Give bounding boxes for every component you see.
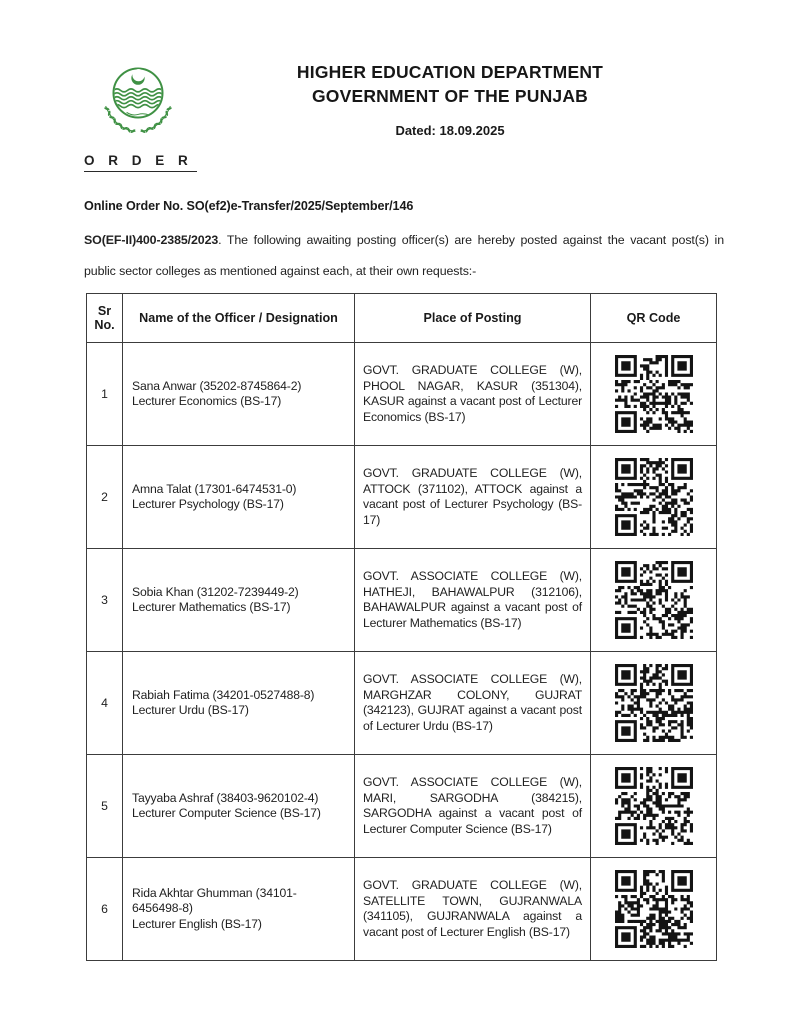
qr-cell — [591, 343, 717, 446]
table-row — [87, 446, 717, 549]
qr-code-image — [615, 561, 693, 639]
officer-name: Rabiah Fatima (34201-0527488-8) — [132, 687, 315, 702]
place-of-posting: GOVT. GRADUATE COLLEGE (W), SATELLITE TOWN, GUJRANWALA (341105), GUJRANWALA against a vacant post of Lecturer English (BS-17) — [355, 858, 591, 961]
qr-code-image — [615, 458, 693, 536]
order-body-text: . The following awaiting posting officer(s) are hereby posted against the vacant post(s) in public sector colleges as mentioned against each, at their own requests:- — [84, 233, 724, 278]
table-body — [87, 343, 717, 961]
order-body-paragraph — [84, 225, 724, 287]
officer-designation: Lecturer English (BS-17) — [132, 916, 262, 931]
qr-cell — [591, 549, 717, 652]
officer-name: Sobia Khan (31202-7239449-2) — [132, 584, 299, 599]
officer-cell — [123, 343, 355, 446]
qr-cell — [591, 446, 717, 549]
officer-cell — [123, 446, 355, 549]
officer-cell — [123, 858, 355, 961]
order-heading: O R D E R — [84, 153, 197, 172]
officer-designation: Lecturer Psychology (BS-17) — [132, 497, 284, 511]
officer-designation: Lecturer Mathematics (BS-17) — [132, 600, 291, 614]
qr-cell — [591, 858, 717, 961]
government-title: GOVERNMENT OF THE PUNJAB — [311, 86, 589, 106]
officer-designation: Lecturer Computer Science (BS-17) — [132, 806, 321, 820]
col-header-officer: Name of the Officer / Designation — [123, 294, 355, 343]
place-of-posting: GOVT. ASSOCIATE COLLEGE (W), HATHEJI, BAHAWALPUR (312106), BAHAWALPUR against a vacant post of Lecturer Mathematics (BS-17) — [355, 549, 591, 652]
qr-code-image — [615, 767, 693, 845]
place-of-posting: GOVT. ASSOCIATE COLLEGE (W), MARI, SARGODHA (384215), SARGODHA against a vacant post of Lecturer Computer Science (BS-17) — [355, 755, 591, 858]
department-title: HIGHER EDUCATION DEPARTMENT — [296, 62, 604, 82]
qr-cell — [591, 755, 717, 858]
sr-number: 2 — [87, 446, 123, 549]
col-header-sr-no: Sr No. — [87, 294, 123, 343]
sr-number: 4 — [87, 652, 123, 755]
qr-code-image — [615, 870, 693, 948]
dated-label: Dated: 18.09.2025 — [395, 123, 505, 138]
place-of-posting: GOVT. ASSOCIATE COLLEGE (W), MARGHZAR COLONY, GUJRAT (342123), GUJRAT against a vacant post of Lecturer Urdu (BS-17) — [355, 652, 591, 755]
posting-table — [86, 293, 717, 961]
qr-cell — [591, 652, 717, 755]
online-order-number: Online Order No. SO(ef2)e-Transfer/2025/September/146 — [84, 199, 414, 213]
place-of-posting: GOVT. GRADUATE COLLEGE (W), PHOOL NAGAR, KASUR (351304), KASUR against a vacant post of Lecturer Economics (BS-17) — [355, 343, 591, 446]
officer-name: Tayyaba Ashraf (38403-9620102-4) — [132, 790, 319, 805]
sr-number: 3 — [87, 549, 123, 652]
table-header — [87, 294, 717, 343]
officer-cell — [123, 652, 355, 755]
qr-code-image — [615, 355, 693, 433]
officer-cell — [123, 755, 355, 858]
col-header-qr: QR Code — [591, 294, 717, 343]
officer-cell — [123, 549, 355, 652]
officer-designation: Lecturer Economics (BS-17) — [132, 394, 282, 408]
place-of-posting: GOVT. GRADUATE COLLEGE (W), ATTOCK (371102), ATTOCK against a vacant post of Lecturer Psychology (BS-17) — [355, 446, 591, 549]
officer-name: Sana Anwar (35202-8745864-2) — [132, 378, 302, 393]
table-row — [87, 549, 717, 652]
sr-number: 1 — [87, 343, 123, 446]
document-header — [110, 60, 790, 138]
table-row — [87, 858, 717, 961]
officer-name: Amna Talat (17301-6474531-0) — [132, 481, 297, 496]
qr-code-image — [615, 664, 693, 742]
sr-number: 6 — [87, 858, 123, 961]
officer-name: Rida Akhtar Ghumman (34101-6456498-8) — [132, 885, 297, 916]
sr-number: 5 — [87, 755, 123, 858]
officer-designation: Lecturer Urdu (BS-17) — [132, 703, 249, 717]
reference-number: SO(EF-II)400-2385/2023 — [84, 233, 219, 247]
table-row — [87, 652, 717, 755]
table-row — [87, 755, 717, 858]
table-row — [87, 343, 717, 446]
col-header-place: Place of Posting — [355, 294, 591, 343]
